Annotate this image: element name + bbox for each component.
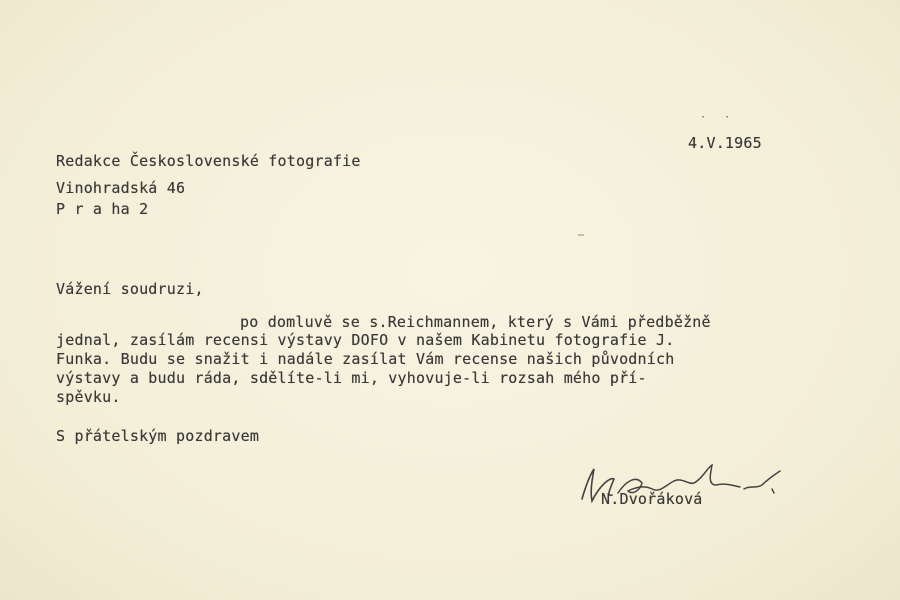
salutation: Vážení soudruzi, xyxy=(56,280,204,298)
closing: S přátelským pozdravem xyxy=(56,427,260,445)
body-line-1: po domluvě se s.Reichmannem, který s Vámi předběžně xyxy=(240,313,711,331)
recipient-line-1: Redakce Československé fotografie xyxy=(56,152,361,170)
recipient-line-2: Vinohradská 46 xyxy=(56,179,186,197)
body-line-4: výstavy a budu ráda, sdělíte-li mi, vyhovuje-li rozsah mého pří- xyxy=(56,369,647,387)
body-line-2: jednal, zasílám recensi výstavy DOFO v našem Kabinetu fotografie J. xyxy=(56,331,675,349)
recipient-line-3: P r a ha 2 xyxy=(56,200,149,218)
pencil-marks: · · xyxy=(700,112,731,123)
body-line-3: Funka. Budu se snažit i nadále zasílat Vám recense našich původních xyxy=(56,350,675,368)
letter-date: 4.V.1965 xyxy=(688,134,762,152)
paper-speck xyxy=(578,234,584,236)
body-line-5: spěvku. xyxy=(56,388,121,406)
signer-name: N.Dvořáková xyxy=(601,490,703,508)
